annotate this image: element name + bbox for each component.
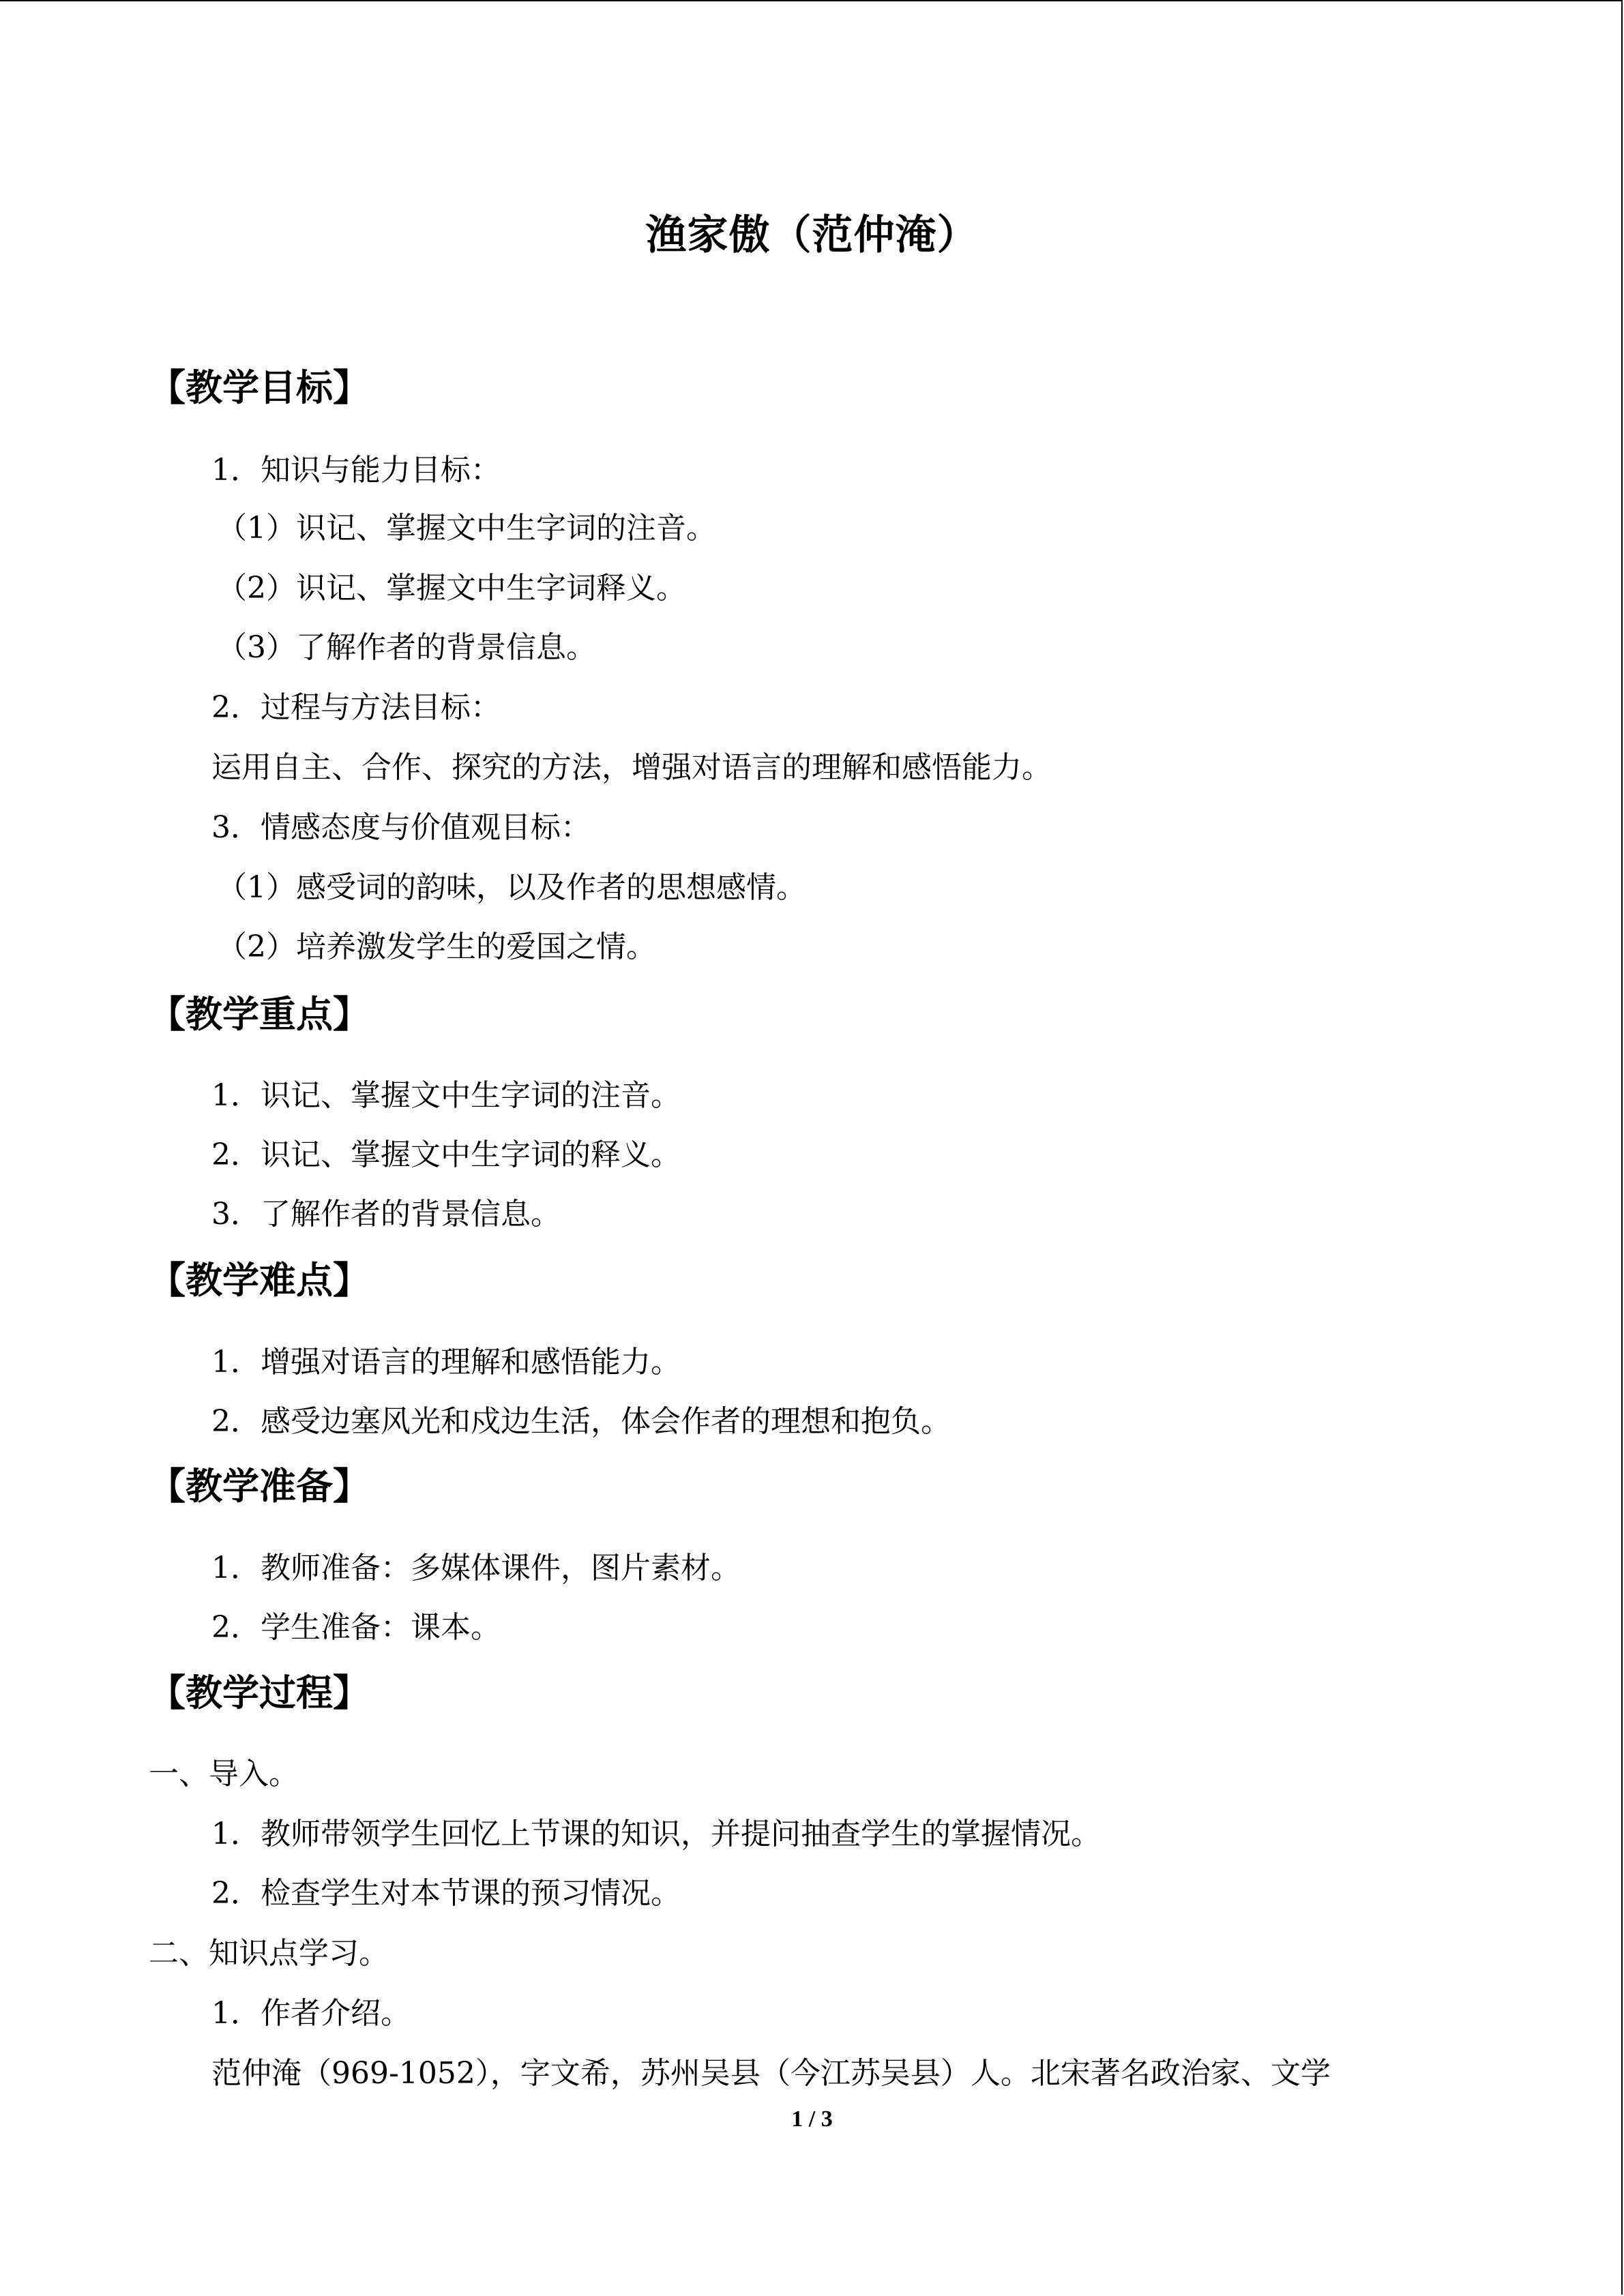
objective-line: （2）培养激发学生的爱国之情。 <box>217 929 656 964</box>
section-heading-objectives: 【教学目标】 <box>149 366 370 409</box>
objective-line: 运用自主、合作、探究的方法，增强对语言的理解和感悟能力。 <box>211 750 1052 785</box>
document-title: 渔家傲（范仲淹） <box>645 211 979 259</box>
key-point-line: 3．了解作者的背景信息。 <box>211 1197 561 1232</box>
process-line: 1．教师带领学生回忆上节课的知识，并提问抽查学生的掌握情况。 <box>211 1817 1101 1851</box>
difficulty-line: 1．增强对语言的理解和感悟能力。 <box>211 1345 681 1380</box>
objective-line: （3）了解作者的背景信息。 <box>217 630 596 665</box>
process-line: 一、导入。 <box>149 1757 299 1791</box>
preparation-line: 2．学生准备：课本。 <box>211 1610 501 1645</box>
key-point-line: 1．识记、掌握文中生字词的注音。 <box>211 1078 681 1113</box>
objective-line: 2．过程与方法目标： <box>211 690 501 725</box>
objective-line: （1）感受词的韵味，以及作者的思想感情。 <box>217 870 806 905</box>
preparation-line: 1．教师准备：多媒体课件，图片素材。 <box>211 1551 741 1585</box>
process-line: 1．作者介绍。 <box>211 1996 411 2031</box>
section-heading-process: 【教学过程】 <box>149 1671 370 1714</box>
objective-line: （2）识记、掌握文中生字词释义。 <box>217 571 686 606</box>
section-heading-key-points: 【教学重点】 <box>149 992 370 1036</box>
process-line: 范仲淹（969-1052），字文希，苏州吴县（今江苏吴县）人。北宋著名政治家、文学 <box>211 2056 1331 2091</box>
key-point-line: 2．识记、掌握文中生字词的释义。 <box>211 1137 681 1172</box>
process-line: 二、知识点学习。 <box>149 1936 389 1971</box>
objective-line: 3．情感态度与价值观目标： <box>211 810 591 845</box>
section-heading-difficulties: 【教学难点】 <box>149 1258 370 1302</box>
process-line: 2．检查学生对本节课的预习情况。 <box>211 1876 681 1911</box>
page-number: 1 / 3 <box>791 2106 833 2132</box>
objective-line: （1）识记、掌握文中生字词的注音。 <box>217 511 716 546</box>
difficulty-line: 2．感受边塞风光和戍边生活，体会作者的理想和抱负。 <box>211 1404 951 1439</box>
section-heading-preparation: 【教学准备】 <box>149 1464 370 1508</box>
objective-line: 1．知识与能力目标： <box>211 453 501 488</box>
